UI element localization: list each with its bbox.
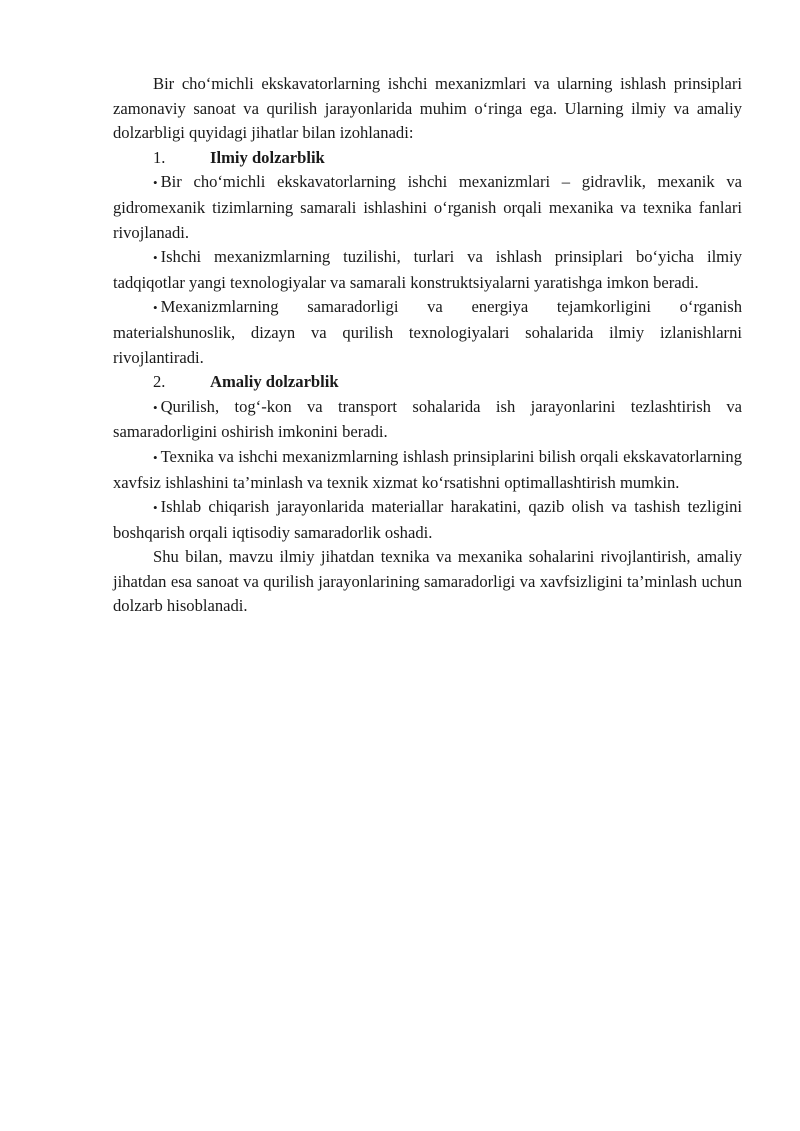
- intro-paragraph: Bir cho‘michli ekskavatorlarning ishchi mexanizmlari va ularning ishlash prinsiplari zamonaviy sanoat va qurilish jarayonlarida muhim o‘ringa ega. Ularning ilmiy va amaliy dolzarbligi quyidagi jihatlar bilan izohlanadi:: [113, 74, 742, 143]
- bullet-text: Bir cho‘michli ekskavatorlarning ishchi mexanizmlari – gidravlik, mexanik va gidromexanik tizimlarning samarali ishlashini o‘rganish orqali mexanika va texnika fanlari rivojlanadi.: [113, 172, 742, 242]
- bullet-icon: •: [153, 250, 158, 266]
- bullet-icon: •: [153, 399, 158, 415]
- section-number: 2.: [153, 372, 166, 392]
- bullet-text: Qurilish, tog‘-kon va transport sohalarida ish jarayonlarini tezlashtirish va samaradorligini oshirish imkonini beradi.: [113, 396, 742, 442]
- section-number: 1.: [153, 147, 166, 167]
- bullet-item: [113, 495, 742, 545]
- bullet-text: Mexanizmlarning samaradorligi va energiya tejamkorligini o‘rganish materialshunoslik, dizayn va qurilish texnologiyalari sohalarida ilmiy izlanishlarni rivojlantiradi.: [113, 297, 742, 367]
- bullet-item: [113, 245, 742, 295]
- bullet-icon: •: [153, 300, 158, 316]
- bullet-text: Ishlab chiqarish jarayonlarida materiallar harakatini, qazib olish va tashish tezligini boshqarish orqali iqtisodiy samaradorlik oshadi.: [113, 497, 742, 542]
- section-title: Ilmiy dolzarblik: [210, 147, 325, 167]
- section-heading-amaliy: [113, 370, 742, 395]
- bullet-item: [113, 295, 742, 370]
- bullet-icon: •: [153, 175, 158, 191]
- section-heading-ilmiy: [113, 146, 742, 171]
- document-page: [113, 72, 742, 619]
- bullet-icon: •: [153, 500, 158, 516]
- bullet-item: [113, 445, 742, 495]
- conclusion-paragraph: Shu bilan, mavzu ilmiy jihatdan texnika va mexanika sohalarini rivojlantirish, amaliy jihatdan esa sanoat va qurilish jarayonlarining samaradorligi va xavfsizligini ta’minlash uchun dolzarb hisoblanadi.: [113, 547, 742, 616]
- bullet-text: Ishchi mexanizmlarning tuzilishi, turlari va ishlash prinsiplari bo‘yicha ilmiy tadqiqotlar yangi texnologiyalar va samarali konstruktsiyalarni yaratishga imkon beradi.: [113, 247, 742, 292]
- bullet-item: [113, 170, 742, 245]
- bullet-icon: •: [153, 449, 158, 465]
- section-title: Amaliy dolzarblik: [210, 372, 339, 392]
- bullet-text: Texnika va ishchi mexanizmlarning ishlash prinsiplarini bilish orqali ekskavatorlarning xavfsiz ishlashini ta’minlash va texnik xizmat ko‘rsatishni optimallashtirish mumkin.: [113, 446, 742, 492]
- bullet-item: [113, 395, 742, 445]
